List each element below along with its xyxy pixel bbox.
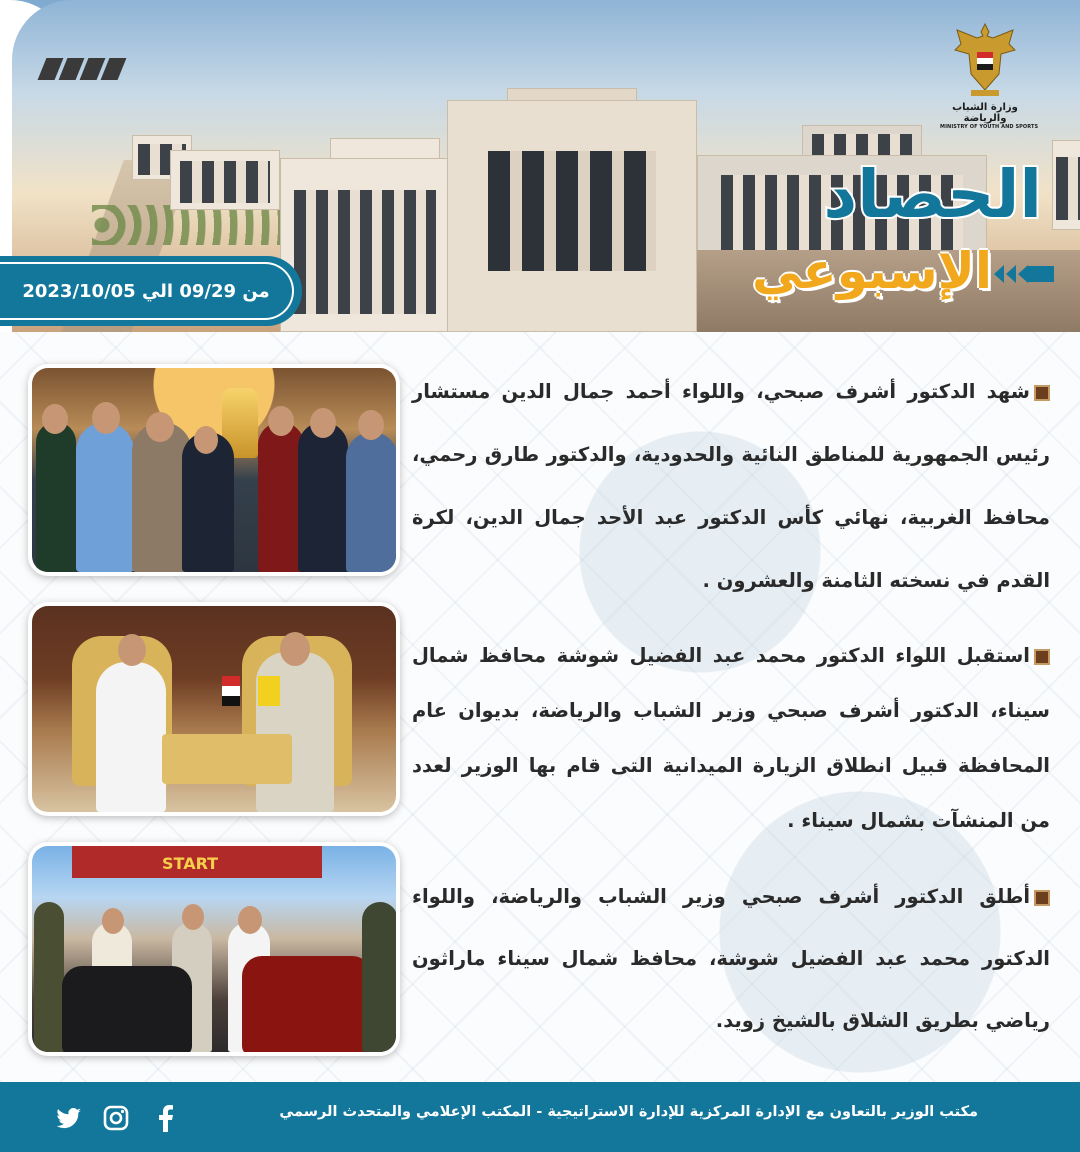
start-sign: START: [162, 854, 219, 873]
news-item: [412, 628, 1050, 848]
bullet-icon: [1034, 385, 1050, 401]
footer-bar: [0, 1082, 1080, 1152]
coffee-table: [162, 734, 292, 784]
instagram-icon[interactable]: [100, 1102, 132, 1134]
photo-meeting: [28, 602, 400, 816]
double-arrow-icon: [992, 262, 1056, 286]
news-item-text: استقبل اللواء الدكتور محمد عبد الفضيل شوشة محافظ شمال سيناء، الدكتور أشرف صبحي وزير الشباب والرياضة، بديوان عام المحافظة قبيل انطلاق الزيارة الميدانية التى قام بها الوزير لعدد من المنشآت بشمال سيناء .: [412, 644, 1050, 832]
news-item: [412, 866, 1050, 1052]
motorcycle: [242, 956, 372, 1052]
bullet-icon: [1034, 649, 1050, 665]
logo-name-ar: وزارة الشباب والرياضة: [952, 102, 1018, 124]
building: [1052, 140, 1080, 230]
building: [170, 150, 280, 210]
date-range: من 09/29 الي 2023/10/05: [22, 280, 270, 302]
decorative-dashes: [42, 58, 122, 80]
building: [280, 158, 450, 332]
logo-name-en: MINISTRY OF YOUTH AND SPORTS: [940, 124, 1039, 130]
page-title: الحصاد: [823, 156, 1042, 233]
footer-credit: مكتب الوزير بالتعاون مع الإدارة المركزية للإدارة الاستراتيجية - المكتب الإعلامي والمتحدث الرسمي: [279, 1104, 978, 1120]
news-item: [412, 360, 1050, 612]
twitter-icon[interactable]: [52, 1102, 84, 1134]
bullet-icon: [1034, 890, 1050, 906]
ministry-logo: [940, 20, 1039, 130]
photo-marathon-start: [28, 842, 400, 1056]
trees: [92, 205, 282, 245]
photo-trophy-ceremony: [28, 364, 400, 576]
facebook-icon[interactable]: [150, 1102, 182, 1134]
news-item-text: شهد الدكتور أشرف صبحي، واللواء أحمد جمال الدين مستشار رئيس الجمهورية للمناطق النائية والحدودية، والدكتور طارق رحمي، محافظ الغربية، نهائي كأس الدكتور عبد الأحد جمال الدين، لكرة القدم في نسخته الثامنة والعشرون .: [412, 380, 1050, 592]
main-building: [447, 100, 697, 332]
date-badge-border: [0, 262, 294, 320]
motorcycle: [62, 966, 192, 1052]
eagle-emblem-icon: [953, 20, 1017, 100]
news-item-text: أطلق الدكتور أشرف صبحي وزير الشباب والرياضة، واللواء الدكتور محمد عبد الفضيل شوشة، محافظ شمال سيناء ماراثون رياضي بطريق الشلاق بالشيخ زويد.: [412, 885, 1050, 1032]
page-subtitle: الإسبوعي: [751, 242, 992, 300]
